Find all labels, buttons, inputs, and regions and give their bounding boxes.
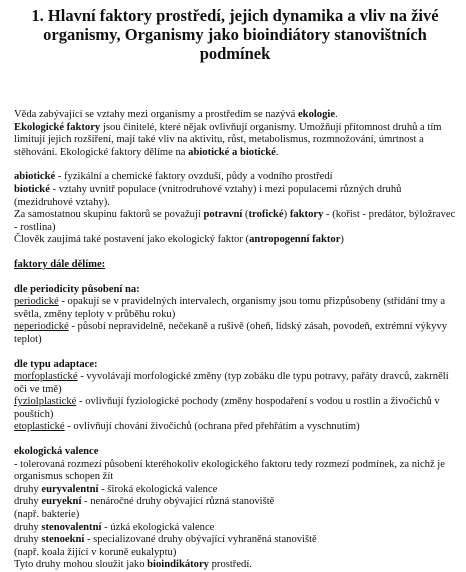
nonperiodic-line bbox=[14, 321, 456, 346]
factors-text-end: . bbox=[275, 146, 279, 158]
abiotic-line bbox=[14, 171, 456, 184]
trophic-line bbox=[14, 209, 456, 234]
term-euryekni: euryekní bbox=[41, 496, 82, 508]
valence-definition: - tolerovaná rozmezí působení kteréhokoliv ekologického faktoru tedy rozmezí podmínek, za nichž je organismus schopen žít bbox=[14, 458, 445, 483]
biotic-line bbox=[14, 184, 456, 209]
prefix-druhy: druhy bbox=[14, 483, 42, 495]
periodic-line bbox=[14, 296, 456, 321]
bioindicator-line bbox=[14, 559, 456, 572]
intro-paragraph-factors bbox=[14, 122, 456, 160]
anthropogenic-end: ) bbox=[340, 234, 344, 246]
label-neperiodicke: neperiodické bbox=[14, 321, 69, 333]
term-ekologicke-faktory: Ekologické faktory bbox=[14, 121, 101, 133]
nonperiodic-text: - působí nepravidelně, nečekaně a rušivě (oheň, lidský zásah, povodeň, extrémní výkyvy teplot) bbox=[14, 321, 448, 345]
intro-text: Věda zabývající se vztahy mezi organismy a prostředím se nazývá bbox=[14, 109, 298, 120]
morpho-line bbox=[14, 371, 456, 396]
physio-text: - ovlivňují fyziologické pochody (změny hospodaření s vodou u rostlin a živočichů v pouštích) bbox=[14, 396, 440, 420]
label-fyziolplasticke: fyziolplastické bbox=[14, 396, 77, 408]
page-title: 1. Hlavní faktory prostředí, jejich dynamika a vliv na živé organismy, Organismy jako bioindiátory stanovištních podmínek bbox=[31, 6, 439, 63]
term-ekologie: ekologie bbox=[297, 109, 336, 120]
document-body bbox=[14, 63, 456, 572]
trophic-examples: - (kořist - predátor, býložravec - rostlina) bbox=[14, 209, 456, 233]
euryvalent-text: - široká ekologická valence bbox=[98, 483, 218, 495]
term-stenovalentni: stenovalentní bbox=[41, 521, 102, 533]
intro-line-ecology bbox=[14, 109, 456, 122]
term-abioticke: abiotické bbox=[14, 171, 56, 183]
valence-eury bbox=[14, 484, 456, 497]
valence-example-koala: (např. koala žijící v koruně eukalyptu) bbox=[14, 546, 177, 558]
prefix-druhy: druhy bbox=[14, 496, 42, 508]
abiotic-text: - fyzikální a chemické faktory ovzduší, půdy a vodního prostředí bbox=[55, 171, 333, 183]
stenoekni-text: - specializované druhy obývající vyhraněná stanoviště bbox=[84, 534, 317, 546]
stenovalent-text: - úzká ekologická valence bbox=[101, 521, 215, 533]
adaptation-heading bbox=[14, 359, 456, 372]
periodic-text: - opakují se v pravidelných intervalech, organismy jsou tomu přizpůsobeny (střídání tmy a světla, změny teploty v průběhu roku) bbox=[14, 296, 446, 320]
heading-adaptation: dle typu adaptace: bbox=[14, 358, 98, 370]
valence-steno bbox=[14, 522, 456, 535]
paren-close: ) bbox=[283, 209, 290, 221]
prefix-druhy: druhy bbox=[14, 521, 42, 533]
etho-text: - ovlivňují chování živočichů (ochrana před přehřátím a vyschnutím) bbox=[64, 421, 360, 433]
periodicity-heading bbox=[14, 284, 456, 297]
heading-faktory-dale: faktory dále dělíme: bbox=[14, 258, 106, 270]
term-antropogenni-faktor: antropogenní faktor bbox=[249, 234, 341, 246]
paren-open: ( bbox=[242, 209, 249, 221]
label-etoplasticke: etoplastické bbox=[14, 421, 65, 433]
valence-example-bacteria: (např. bakterie) bbox=[14, 509, 80, 521]
valence-heading bbox=[14, 446, 456, 459]
bioindicator-end: prostředí. bbox=[208, 559, 252, 571]
physio-line bbox=[14, 396, 456, 421]
anthropogenic-text: Člověk zaujímá také postavení jako ekologický faktor ( bbox=[14, 234, 250, 246]
euryekni-text: - nenáročné druhy obývající různá stanoviště bbox=[81, 496, 275, 508]
bioindicator-text: Tyto druhy mohou sloužit jako bbox=[14, 559, 148, 571]
factors-text: jsou činitelé, které nějak ovlivňují organismy. Umožňují přítomnost druhů a tím limitují jejich rozšíření, mají také vliv na aktivitu, růst, metabolismus, rozmnožování, úmrtnost a stěhování. Ekologické faktory dělíme na bbox=[14, 121, 442, 158]
label-morfoplasticke: morfoplastické bbox=[14, 371, 78, 383]
etho-line bbox=[14, 421, 456, 434]
term-abioticke-bioticke: abiotické a biotické bbox=[188, 146, 276, 158]
heading-valence: ekologická valence bbox=[14, 446, 99, 458]
term-bioindikatory: bioindikátory bbox=[147, 559, 209, 571]
biotic-text: - vztahy uvnitř populace (vnitrodruhové vztahy) i mezi populacemi různých druhů (mezidruhové vztahy). bbox=[14, 183, 402, 208]
valence-stenoekni bbox=[14, 534, 456, 547]
term-bioticke: biotické bbox=[14, 183, 50, 195]
trophic-text: Za samostatnou skupinu faktorů se považují bbox=[14, 209, 204, 221]
valence-euryekni bbox=[14, 496, 456, 509]
morpho-text: - vyvolávají morfologické změny (typ zobáku dle typu potravy, pařáty dravců, zakrnělí oči ve tmě) bbox=[14, 371, 449, 395]
term-stenoekni: stenoekní bbox=[41, 534, 85, 546]
intro-text-end: . bbox=[335, 109, 338, 120]
term-faktory: faktory bbox=[289, 209, 324, 221]
term-troficke: trofické bbox=[248, 209, 284, 221]
further-division-heading bbox=[14, 259, 456, 272]
anthropogenic-line bbox=[14, 234, 456, 247]
prefix-druhy: druhy bbox=[14, 534, 42, 546]
term-potravni: potravní bbox=[203, 209, 243, 221]
label-periodicke: periodické bbox=[14, 296, 59, 308]
heading-periodicity: dle periodicity působení na: bbox=[14, 283, 140, 295]
term-euryvalentni: euryvalentní bbox=[41, 483, 99, 495]
